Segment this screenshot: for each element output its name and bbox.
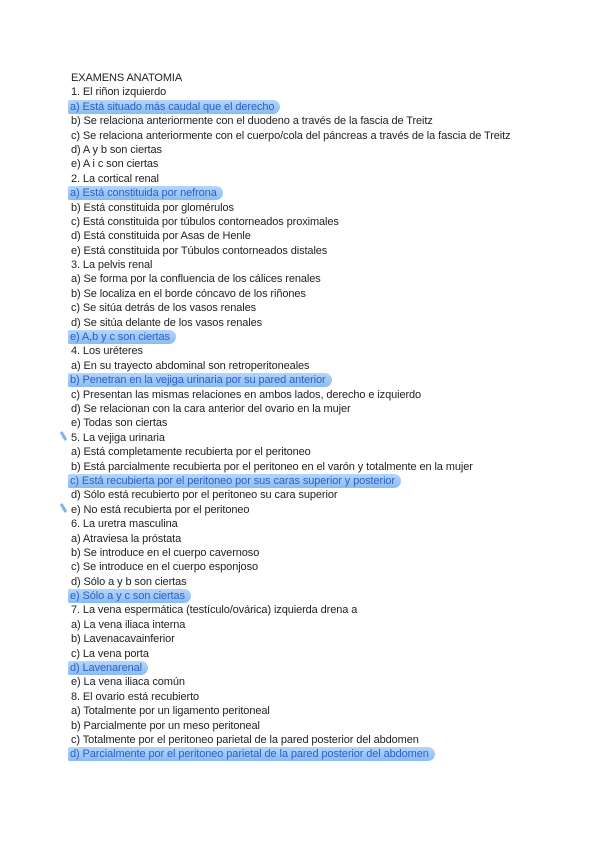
question-heading [71,258,551,272]
line-text: a) Está completamente recubierta por el peritoneo [71,446,311,459]
line-text: e) A,b y c son ciertas [68,330,176,344]
line-text: c) Presentan las mismas relaciones en ambos lados, derecho e izquierdo [71,388,422,401]
answer-option [71,503,551,517]
highlighter-mark-icon [60,503,68,513]
question-heading [71,690,551,704]
line-text: e) Está constituida por Túbulos contorneados distales [71,244,328,257]
line-text: b) Se relaciona anteriormente con el duodeno a través de la fascia de Treitz [71,115,433,128]
line-text: 1. El riñon izquierdo [71,86,167,99]
document-title: EXAMENS ANATOMIA [71,72,183,84]
line-text: c) Se relaciona anteriormente con el cuerpo/cola del páncreas a través de la fascia de Treitz [71,129,511,142]
question-heading [71,172,551,186]
line-text: d) Sólo está recubierto por el peritoneo su cara superior [71,489,338,502]
line-text: 2. La cortical renal [71,172,159,185]
line-text: a) La vena iliaca interna [71,618,186,631]
answer-option [71,272,551,286]
answer-option [71,704,551,718]
line-text: d) Sólo a y b son ciertas [71,575,187,588]
answer-option [71,201,551,215]
highlighted-answer-option [71,747,551,761]
line-text: 3. La pelvis renal [71,259,153,272]
line-text: c) Totalmente por el peritoneo parietal de la pared posterior del abdomen [71,733,419,746]
line-text: a) Está constituida por nefrona [68,186,223,200]
line-text: d) Está constituida por Asas de Henle [71,230,251,243]
answer-option [71,143,551,157]
line-text: a) En su trayecto abdominal son retroperitoneales [71,359,310,372]
answer-option [71,445,551,459]
line-text: b) Parcialmente por un meso peritoneal [71,719,260,732]
question-heading [71,517,551,531]
line-text: b) Se introduce en el cuerpo cavernoso [71,546,260,559]
line-text: c) Está recubierta por el peritoneo por sus caras superior y posterior [68,474,401,488]
answer-option [71,316,551,330]
line-text: d) Parcialmente por el peritoneo parietal de la pared posterior del abdomen [68,747,435,761]
line-text: e) A i c son ciertas [71,158,159,171]
highlighted-answer-option [71,330,551,344]
answer-option [71,733,551,747]
line-text: 7. La vena espermática (testículo/ovárica) izquierda drena a [71,604,358,617]
answer-option [71,388,551,402]
line-text: e) La vena iliaca común [71,676,185,689]
highlighted-answer-option [71,589,551,603]
answer-option [71,488,551,502]
line-text: b) Está parcialmente recubierta por el peritoneo en el varón y totalmente en la mujer [71,460,473,473]
line-text: 8. El ovario está recubierto [71,690,200,703]
answer-option [71,402,551,416]
line-text: a) Atraviesa la próstata [71,532,182,545]
answer-option [71,546,551,560]
answer-option [71,229,551,243]
highlighter-mark-icon [60,431,68,441]
line-text: b) Se localiza en el borde cóncavo de los riñones [71,287,306,300]
answer-option [71,416,551,430]
highlighted-answer-option [71,661,551,675]
line-text: b) Penetran en la vejiga urinaria por su pared anterior [68,373,332,387]
line-text: d) Se sitúa delante de los vasos renales [71,316,263,329]
highlighted-answer-option [71,186,551,200]
line-text: b) Está constituida por glomérulos [71,201,234,214]
answer-option [71,215,551,229]
line-text: d) A y b son ciertas [71,143,162,156]
answer-option [71,460,551,474]
line-text: 5. La vejiga urinaria [71,431,165,444]
answer-option [71,359,551,373]
line-text: e) No está recubierta por el peritoneo [71,503,250,516]
line-text: c) Está constituida por túbulos contorneados proximales [71,215,339,228]
answer-option [71,157,551,171]
question-heading [71,85,551,99]
answer-option [71,129,551,143]
line-text: a) Totalmente por un ligamento peritoneal [71,705,270,718]
answer-option [71,719,551,733]
answer-option [71,114,551,128]
answer-option [71,575,551,589]
answer-option [71,532,551,546]
line-text: 6. La uretra masculina [71,518,178,531]
highlighted-answer-option [71,373,551,387]
highlighted-answer-option [71,100,551,114]
answer-option [71,301,551,315]
document-page [71,71,551,762]
answer-option [71,287,551,301]
line-text: e) Todas son ciertas [71,417,168,430]
question-heading [71,344,551,358]
question-list [71,85,551,761]
line-text: c) La vena porta [71,647,149,660]
answer-option [71,560,551,574]
line-text: d) Lavenarenal [68,661,148,675]
answer-option [71,618,551,632]
answer-option [71,647,551,661]
answer-option [71,632,551,646]
line-text: b) Lavenacavainferior [71,633,175,646]
answer-option [71,675,551,689]
line-text: c) Se sitúa detrás de los vasos renales [71,302,257,315]
line-text: d) Se relacionan con la cara anterior del ovario en la mujer [71,402,351,415]
line-text: e) Sólo a y c son ciertas [68,589,191,603]
answer-option [71,244,551,258]
line-text: a) Se forma por la confluencia de los cálices renales [71,273,321,286]
question-heading [71,603,551,617]
line-text: a) Está situado más caudal que el derecho [68,100,280,114]
line-text: c) Se introduce en el cuerpo esponjoso [71,561,258,574]
question-heading [71,431,551,445]
line-text: 4. Los uréteres [71,345,143,358]
highlighted-answer-option [71,474,551,488]
